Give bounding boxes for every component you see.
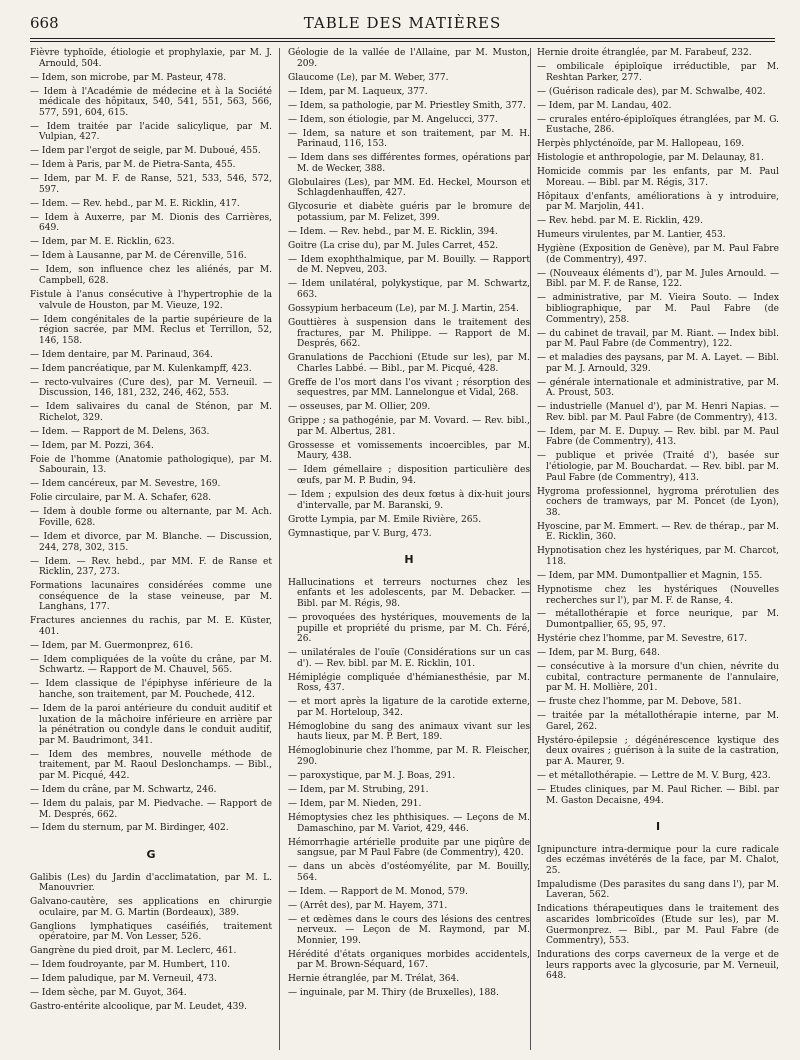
index-entry: — (Guérison radicale des), par M. Schwalbe, 402.: [537, 86, 766, 97]
index-entry: — Idem paludique, par M. Verneuil, 473.: [30, 974, 217, 985]
index-entry: — Idem, son influence chez les aliénés, par M. Campbell, 628.: [30, 265, 272, 286]
index-entry: Grossesse et vomissements incoercibles, par M. Maury, 438.: [288, 440, 530, 462]
index-entry: Hypnotisme chez les hystériques (Nouvelles recherches sur l'), par M. F. de Ranse, 4.: [537, 584, 779, 606]
index-entry: — provoquées des hystériques, mouvements de la pupille et propriété du prisme, par M. Ch. Féré, 26.: [288, 612, 530, 645]
index-entry: — Rev. hebd. par M. E. Ricklin, 429.: [537, 216, 703, 227]
index-entry: — Idem dans ses différentes formes, opérations par M. de Wecker, 388.: [288, 153, 530, 174]
index-entry: — métallothérapie et force neurique, par M. Dumontpallier, 65, 95, 97.: [537, 609, 779, 631]
index-entry: — et maladies des paysans, par M. A. Layet. — Bibl. par M. J. Arnould, 329.: [537, 353, 779, 374]
index-entry: Fractures anciennes du rachis, par M. E. Küster, 401.: [30, 616, 272, 637]
index-entry: — et métallothérapie. — Lettre de M. V. Burg, 423.: [537, 770, 771, 781]
index-entry: — consécutive à la morsure d'un chien, névrite du cubital, contracture permanente de l'annulaire, par M. H. Mollière, 201.: [537, 662, 779, 694]
page-number: 668: [30, 14, 59, 32]
index-entry: — paroxystique, par M. J. Boas, 291.: [288, 770, 456, 781]
index-entry: — et œdèmes dans le cours des lésions des centres nerveux. — Leçon de M. Raymond, par M. Monnier, 199.: [288, 914, 530, 946]
index-entry: Hémiplégie compliquée d'hémianesthésie, par M. Ross, 437.: [288, 672, 530, 694]
index-entry: — du cabinet de travail, par M. Riant. — Index bibl. par M. Paul Fabre (de Commentry), 122.: [537, 328, 779, 350]
index-entry: Hygroma professionnel, hygroma prérotulien des cochers de tramways, par M. Poncet (de Lyon), 38.: [537, 486, 779, 518]
index-entry: — Idem traitée par l'acide salicylique, par M. Vulpian, 427.: [30, 121, 272, 143]
column-divider: [279, 48, 280, 1050]
index-entry: Glaucome (Le), par M. Weber, 377.: [288, 72, 449, 83]
running-title: TABLE DES MATIÈRES: [303, 14, 502, 32]
section-letter: H: [404, 553, 414, 567]
index-entry: Humeurs virulentes, par M. Lantier, 453.: [537, 230, 726, 241]
index-entry: Fièvre typhoïde, étiologie et prophylaxie, par M. J. Arnould, 504.: [30, 48, 272, 69]
index-entry: — Idem et divorce, par M. Blanche. — Discussion, 244, 278, 302, 315.: [30, 531, 272, 553]
index-entry: — Idem de la paroi antérieure du conduit auditif et luxation de la mâchoire inférieure en arrière par la pénétration ou condyle dans le conduit auditif, par M. Baudrimont, 341.: [30, 703, 272, 746]
index-entry: — Idem, par M. Laqueux, 377.: [288, 86, 428, 97]
index-entry: — Idem du crâne, par M. Schwartz, 246.: [30, 784, 217, 795]
index-entry: — Idem, par M. E. Ricklin, 623.: [30, 237, 175, 248]
index-entry: — et mort après la ligature de la carotide externe, par M. Horteloup, 342.: [288, 697, 530, 718]
index-entry: Fistule à l'anus consécutive à l'hypertrophie de la valvule de Houston, par M. Vieuze, 192.: [30, 289, 272, 311]
index-entry: Hernie droite étranglée, par M. Farabeuf, 232.: [537, 48, 752, 58]
index-entry: — Idem, sa nature et son traitement, par M. H. Parinaud, 116, 153.: [288, 128, 530, 150]
section-letter: G: [146, 848, 156, 862]
index-entry: Hallucinations et terreurs nocturnes chez les enfants et les adolescents, par M. Debacker. — Bibl. par M. Régis, 98.: [288, 577, 530, 609]
index-entry: Gymnastique, par V. Burg, 473.: [288, 528, 432, 539]
index-entry: — Idem, sa pathologie, par M. Priestley Smith, 377.: [288, 100, 526, 111]
index-entry: — publique et privée (Traité d'), basée sur l'étiologie, par M. Bouchardat. — Rev. bibl. par M. Paul Fabre (de Commentry), 413.: [537, 451, 779, 483]
index-entry: Gossypium herbaceum (Le), par M. J. Martin, 254.: [288, 303, 519, 314]
index-entry: Grotte Lympia, par M. Emile Rivière, 265.: [288, 514, 482, 525]
index-entry: — Idem pancréatique, par M. Kulenkampff, 423.: [30, 363, 252, 374]
index-entry: — inguinale, par M. Thiry (de Bruxelles), 188.: [288, 988, 499, 999]
index-entry: Homicide commis par les enfants, par M. Paul Moreau. — Bibl. par M. Régis, 317.: [537, 167, 779, 188]
index-entry: — Idem du sternum, par M. Birdinger, 402.: [30, 823, 229, 834]
index-entry: — fruste chez l'homme, par M. Debove, 581.: [537, 697, 742, 708]
index-entry: Histologie et anthropologie, par M. Delaunay, 81.: [537, 153, 764, 164]
index-entry: Impaludisme (Des parasites du sang dans l'), par M. Laveran, 562.: [537, 879, 779, 901]
index-entry: Globulaires (Les), par MM. Ed. Heckel, Mourson et Schlagdenhauffen, 427.: [288, 177, 530, 199]
index-entry: — Idem salivaires du canal de Sténon, par M. Richelot, 329.: [30, 402, 272, 423]
index-entry: — Idem sèche, par M. Guyot, 364.: [30, 988, 187, 999]
index-entry: — Idem classique de l'épiphyse inférieure de la hanche, son traitement, par M. Pouchede, 412.: [30, 679, 272, 700]
index-entry: — Idem dentaire, par M. Parinaud, 364.: [30, 349, 213, 360]
index-entry: — crurales entéro-épiploïques étranglées, par M. G. Eustache, 286.: [537, 114, 779, 136]
index-column-1: [30, 48, 272, 1016]
index-entry: Grippe ; sa pathogénie, par M. Vovard. — Rev. bibl., par M. Albertus, 281.: [288, 416, 530, 437]
index-entry: — administrative, par M. Vieira Souto. — Index bibliographique, par M. Paul Fabre (de Commentry), 258.: [537, 293, 779, 325]
index-entry: — (Arrêt des), par M. Hayem, 371.: [288, 900, 448, 911]
index-entry: — Idem, par M. Pozzi, 364.: [30, 440, 154, 451]
index-entry: — Idem compliquées de la voûte du crâne, par M. Schwartz. — Rapport de M. Chauvel, 565.: [30, 654, 272, 676]
index-entry: — Idem des membres, nouvelle méthode de traitement, par M. Raoul Deslonchamps. — Bibl., par M. Picqué, 442.: [30, 749, 272, 781]
header-rule-thin: [30, 41, 775, 42]
index-entry: Formations lacunaires considérées comme une conséquence de la stase veineuse, par M. Langhans, 177.: [30, 581, 272, 613]
index-entry: — Idem. — Rev. hebd., par MM. F. de Ranse et Ricklin, 237, 273.: [30, 556, 272, 578]
index-entry: — Idem unilatéral, polykystique, par M. Schwartz, 663.: [288, 279, 530, 300]
index-entry: Hémoptysies chez les phthisiques. — Leçons de M. Damaschino, par M. Variot, 429, 446.: [288, 812, 530, 834]
index-entry: — (Nouveaux éléments d'), par M. Jules Arnould. — Bibl. par M. F. de Ranse, 122.: [537, 268, 779, 290]
index-entry: — Idem par l'ergot de seigle, par M. Duboué, 455.: [30, 146, 261, 157]
index-entry: — dans un abcès d'ostéomyélite, par M. Bouilly, 564.: [288, 862, 530, 883]
index-entry: Hérédité d'états organiques morbides accidentels, par M. Brown-Séquard, 167.: [288, 949, 530, 971]
index-entry: — Idem, par M. Nieden, 291.: [288, 798, 422, 809]
index-entry: — unilatérales de l'ouïe (Considérations sur un cas d'). — Rev. bibl. par M. E. Ricklin, 101.: [288, 648, 530, 669]
index-entry: Glycosurie et diabète guéris par le bromure de potassium, par M. Felizet, 399.: [288, 202, 530, 223]
index-entry: Gouttières à suspension dans le traitement des fractures, par M. Philippe. — Rapport de M. Després, 662.: [288, 317, 530, 350]
index-entry: Hypnotisation chez les hystériques, par M. Charcot, 118.: [537, 546, 779, 567]
section-letter: I: [655, 820, 661, 834]
index-entry: — Idem à Auxerre, par M. Dionis des Carrières, 649.: [30, 212, 272, 234]
index-entry: Ignipuncture intra-dermique pour la cure radicale des eczémas invétérés de la face, par M. Chalot, 25.: [537, 844, 779, 876]
index-entry: — industrielle (Manuel d'), par M. Henri Napias. — Rev. bibl. par M. Paul Fabre (de Commentry), 413.: [537, 402, 779, 423]
index-entry: — Etudes cliniques, par M. Paul Richer. — Bibl. par M. Gaston Decaisne, 494.: [537, 784, 779, 806]
index-entry: Foie de l'homme (Anatomie pathologique), par M. Sabourain, 13.: [30, 454, 272, 476]
index-entry: Hygiène (Exposition de Genève), par M. Paul Fabre (de Commentry), 497.: [537, 244, 779, 265]
index-entry: — Idem exophthalmique, par M. Bouilly. — Rapport de M. Nepveu, 203.: [288, 254, 530, 276]
index-entry: — Idem, par M. Landau, 402.: [537, 100, 672, 111]
index-entry: Hémoglobine du sang des animaux vivant sur les hauts lieux, par M. P. Bert, 189.: [288, 721, 530, 743]
index-entry: — Idem. — Rev. hebd., par M. E. Ricklin, 417.: [30, 198, 240, 209]
index-entry: — Idem ; expulsion des deux fœtus à dix-huit jours d'intervalle, par M. Baranski, 9.: [288, 489, 530, 511]
index-entry: — Idem. — Rapport de M. Delens, 363.: [30, 426, 210, 437]
index-entry: — Idem à Lausanne, par M. de Cérenville, 516.: [30, 251, 247, 262]
index-entry: — Idem du palais, par M. Piedvache. — Rapport de M. Després, 662.: [30, 798, 272, 820]
index-entry: Galibis (Les) du Jardin d'acclimatation, par M. L. Manouvrier.: [30, 872, 272, 894]
index-entry: Goitre (La crise du), par M. Jules Carret, 452.: [288, 240, 499, 251]
index-entry: Hôpitaux d'enfants, améliorations à y introduire, par M. Marjolin, 441.: [537, 191, 779, 213]
index-entry: Hernie étranglée, par M. Trélat, 364.: [288, 974, 460, 985]
index-entry: Herpès phlycténoïde, par M. Hallopeau, 169.: [537, 139, 745, 150]
index-column-2: [288, 48, 530, 1002]
index-entry: — Idem, son étiologie, par M. Angelucci, 377.: [288, 114, 498, 125]
index-entry: — traitée par la métallothérapie interne, par M. Garel, 262.: [537, 711, 779, 732]
index-entry: — Idem, par M. Strubing, 291.: [288, 784, 429, 795]
index-entry: — Idem, par M. F. de Ranse, 521, 533, 546, 572, 597.: [30, 174, 272, 195]
index-entry: — Idem à double forme ou alternante, par M. Ach. Foville, 628.: [30, 507, 272, 528]
index-entry: Gastro-entérite alcoolique, par M. Leudet, 439.: [30, 1002, 248, 1013]
index-entry: — Idem cancéreux, par M. Sevestre, 169.: [30, 479, 221, 490]
index-entry: — Idem, par M. Burg, 648.: [537, 648, 660, 659]
index-entry: — Idem. — Rev. hebd., par M. E. Ricklin, 394.: [288, 226, 498, 237]
index-entry: — Idem, son microbe, par M. Pasteur, 478.: [30, 72, 227, 83]
index-entry: Géologie de la vallée de l'Allaine, par M. Muston, 209.: [288, 48, 530, 69]
index-entry: — Idem gémellaire ; disposition particulière des œufs, par M. P. Budin, 94.: [288, 465, 530, 486]
index-entry: — Idem à l'Académie de médecine et à la Société médicale des hôpitaux, 540, 541, 551, 563, 566, 577, 591, 604, 615.: [30, 86, 272, 118]
column-divider: [530, 48, 531, 1050]
index-entry: — ombilicale épiploïque irréductible, par M. Reshtan Parker, 277.: [537, 61, 779, 83]
index-entry: — recto-vulvaires (Cure des), par M. Verneuil. — Discussion, 146, 181, 232, 246, 462, 553.: [30, 377, 272, 399]
index-entry: Indurations des corps caverneux de la verge et de leurs rapports avec la glycosurie, par M. Verneuil, 648.: [537, 950, 779, 982]
index-entry: — Idem, par M. Guermonprez, 616.: [30, 640, 194, 651]
index-entry: — Idem. — Rapport de M. Monod, 579.: [288, 886, 468, 897]
index-entry: Hémorrhagie artérielle produite par une piqûre de sangsue, par M Paul Fabre (de Commentry), 420.: [288, 837, 530, 859]
index-entry: Hystéro-épilepsie ; dégénérescence kystique des deux ovaires ; guérison à la suite de la castration, par A. Maurer, 9.: [537, 735, 779, 767]
page-header: [30, 10, 775, 42]
index-entry: — Idem, par MM. Dumontpallier et Magnin, 155.: [537, 570, 763, 581]
index-entry: Greffe de l'os mort dans l'os vivant ; résorption des sequestres, par MM. Lannelongue et Vidal, 268.: [288, 377, 530, 399]
index-entry: Hémoglobinurie chez l'homme, par M. R. Fleischer, 290.: [288, 746, 530, 767]
index-entry: — Idem foudroyante, par M. Humbert, 110.: [30, 960, 231, 971]
index-entry: Hyoscine, par M. Emmert. — Rev. de thérap., par M. E. Ricklin, 360.: [537, 521, 779, 543]
index-entry: — osseuses, par M. Ollier, 209.: [288, 402, 431, 413]
index-entry: Hystérie chez l'homme, par M. Sevestre, 617.: [537, 634, 748, 645]
index-entry: — Idem à Paris, par M. de Pietra-Santa, 455.: [30, 160, 236, 171]
index-entry: — Idem, par M. E. Dupuy. — Rev. bibl. par M. Paul Fabre (de Commentry), 413.: [537, 426, 779, 448]
index-entry: Ganglions lymphatiques caséifiés, traitement opératoire, par M. Von Lesser, 526.: [30, 921, 272, 943]
index-entry: Galvano-cautère, ses applications en chirurgie oculaire, par M. G. Martin (Bordeaux), 389.: [30, 897, 272, 918]
index-entry: Indications thérapeutiques dans le traitement des ascarides lombricoïdes (Etude sur les), par M. Guermonprez. — Bibl., par M. Paul Fabre (de Commentry), 553.: [537, 904, 779, 947]
header-rule: [30, 38, 775, 39]
index-column-3: [537, 48, 779, 985]
index-entry: — générale internationale et administrative, par M. A. Proust, 503.: [537, 377, 779, 399]
index-entry: Gangrène du pied droit, par M. Leclerc, 461.: [30, 946, 237, 957]
index-entry: — Idem congénitales de la partie supérieure de la région sacrée, par MM. Reclus et Terrillon, 52, 146, 158.: [30, 314, 272, 346]
index-entry: Folie circulaire, par M. A. Schafer, 628.: [30, 493, 212, 504]
index-entry: Granulations de Pacchioni (Etude sur les), par M. Charles Labbé. — Bibl., par M. Picqué, 428.: [288, 353, 530, 374]
